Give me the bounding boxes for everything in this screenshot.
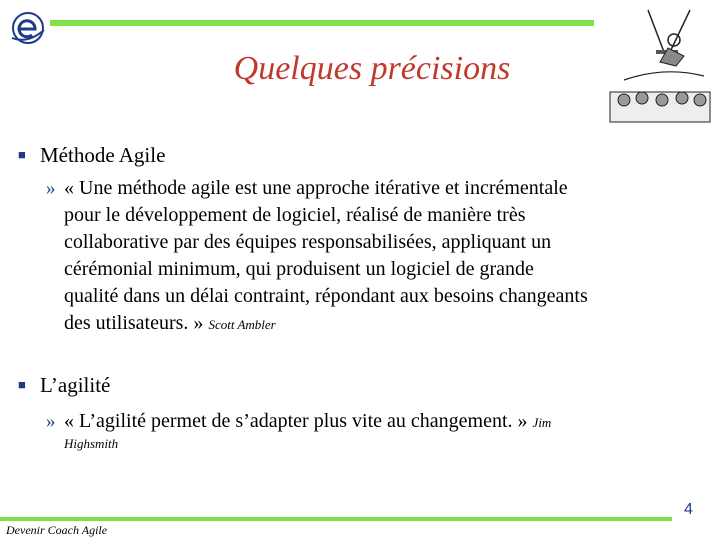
footer-text: Devenir Coach Agile — [6, 523, 108, 537]
quote-line: des utilisateurs. » Scott Ambler — [64, 312, 276, 334]
bottom-divider — [0, 517, 672, 521]
quote-line: » « L’agilité permet de s’adapter plus vite au changement. » Jim — [46, 408, 696, 436]
quote-line: qualité dans un délai contraint, répondant aux besoins changeants — [64, 285, 588, 307]
slide-title: Quelques précisions — [233, 50, 511, 87]
arrow-bullet-icon: » — [46, 178, 56, 199]
bullet-methode-agile — [18, 142, 165, 168]
page-number: 4 — [684, 501, 693, 518]
quote-line: pour le développement de logiciel, réalisé de manière très — [64, 204, 526, 226]
square-bullet-icon: ■ — [18, 147, 26, 162]
quote-line: » « Une méthode agile est une approche itérative et incrémentale — [46, 175, 696, 202]
square-bullet-icon: ■ — [18, 377, 26, 392]
e-logo-icon — [8, 8, 48, 48]
bullet-heading: L’agilité — [40, 373, 111, 397]
attribution: Highsmith — [64, 436, 119, 451]
attribution: Jim — [532, 415, 552, 430]
arrow-bullet-icon: » — [46, 411, 56, 432]
bullet-agilite — [18, 372, 110, 398]
quote-highsmith — [46, 408, 696, 452]
bullet-heading: Méthode Agile — [40, 143, 166, 167]
quote-line: collaborative par des équipes responsabilisées, appliquant un — [64, 231, 552, 253]
quote-ambler — [46, 175, 696, 338]
quote-line: cérémonial minimum, qui produisent un logiciel de grande — [64, 258, 534, 280]
attribution: Scott Ambler — [208, 317, 276, 332]
top-divider — [50, 20, 594, 26]
